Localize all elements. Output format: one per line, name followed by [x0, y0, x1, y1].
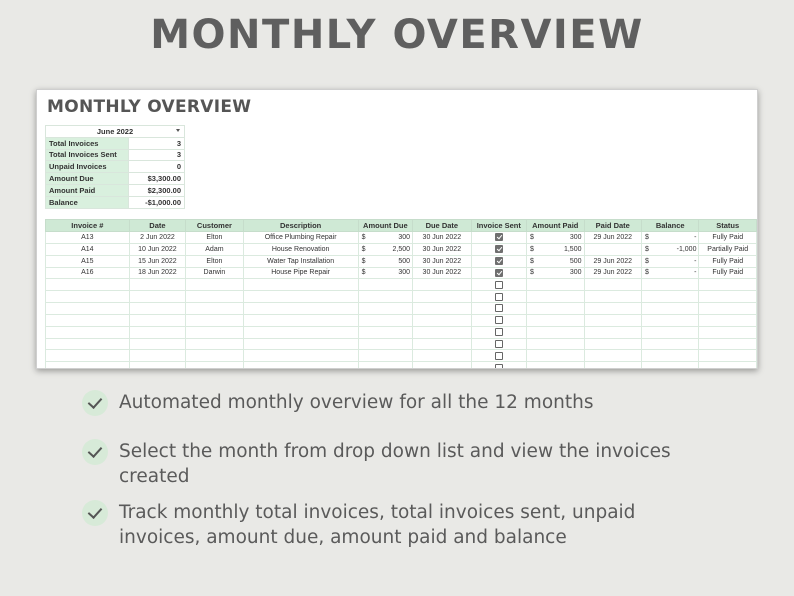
- cell-amount-due-value: 300: [398, 269, 411, 277]
- currency-symbol: $: [530, 245, 534, 253]
- empty-cell[interactable]: [46, 350, 130, 362]
- month-select-row: [46, 126, 185, 138]
- cell-amount-due-value: 500: [398, 257, 411, 265]
- empty-cell[interactable]: [358, 350, 412, 362]
- checkbox[interactable]: [495, 352, 503, 360]
- summary-value[interactable]: -$1,000.00: [129, 196, 185, 208]
- cell-amount-due-value: 300: [398, 233, 411, 241]
- empty-cell[interactable]: [471, 338, 526, 350]
- cell-invoice-sent[interactable]: [471, 232, 526, 244]
- cell-due-date[interactable]: 30 Jun 2022: [413, 243, 471, 255]
- empty-cell[interactable]: [186, 279, 243, 291]
- summary-row: [46, 196, 185, 208]
- cell-paid-date[interactable]: 29 Jun 2022: [584, 267, 641, 279]
- summary-label: Total Invoices: [46, 137, 129, 149]
- cell-description[interactable]: Water Tap Installation: [243, 255, 358, 267]
- cell-balance[interactable]: [641, 243, 698, 255]
- summary-row: [46, 137, 185, 149]
- column-header: Customer: [186, 220, 243, 232]
- cell-balance-value: -1,000: [676, 245, 697, 253]
- check-icon: [82, 439, 108, 465]
- checkbox[interactable]: [495, 328, 503, 336]
- cell-amount-paid[interactable]: [527, 243, 584, 255]
- empty-cell[interactable]: [471, 303, 526, 315]
- cell-invoice[interactable]: A15: [46, 255, 130, 267]
- cell-amount-paid-value: 500: [569, 257, 582, 265]
- cell-paid-date[interactable]: 29 Jun 2022: [584, 232, 641, 244]
- empty-cell[interactable]: [641, 362, 698, 369]
- empty-cell[interactable]: [584, 303, 641, 315]
- cell-balance-value: -: [694, 269, 697, 277]
- feature-text: Automated monthly overview for all the 12 months: [119, 392, 594, 413]
- month-dropdown[interactable]: [46, 126, 185, 138]
- cell-paid-date[interactable]: [584, 243, 641, 255]
- cell-amount-paid[interactable]: [527, 255, 584, 267]
- cell-paid-date[interactable]: 29 Jun 2022: [584, 255, 641, 267]
- empty-cell[interactable]: [413, 291, 471, 303]
- checkbox[interactable]: [495, 245, 503, 253]
- table-row: [46, 303, 757, 315]
- cell-amount-due-value: 2,500: [392, 245, 411, 253]
- summary-label: Amount Paid: [46, 184, 129, 196]
- cell-description[interactable]: House Renovation: [243, 243, 358, 255]
- cell-status[interactable]: Partially Paid: [699, 243, 757, 255]
- invoice-grid: [45, 219, 757, 369]
- empty-cell[interactable]: [471, 279, 526, 291]
- feature-text: Select the month from drop down list and view the invoices created: [119, 441, 671, 487]
- empty-cell[interactable]: [186, 350, 243, 362]
- empty-cell[interactable]: [584, 279, 641, 291]
- cell-amount-due[interactable]: [358, 232, 412, 244]
- empty-cell[interactable]: [527, 314, 584, 326]
- column-header: Date: [129, 220, 185, 232]
- empty-cell[interactable]: [46, 326, 130, 338]
- column-header: Balance: [641, 220, 698, 232]
- empty-cell[interactable]: [699, 291, 757, 303]
- cell-amount-due[interactable]: [358, 255, 412, 267]
- summary-label: Total Invoices Sent: [46, 149, 129, 161]
- currency-symbol: $: [644, 269, 649, 277]
- empty-cell[interactable]: [699, 314, 757, 326]
- empty-cell[interactable]: [584, 314, 641, 326]
- cell-invoice-sent[interactable]: [471, 255, 526, 267]
- checkbox[interactable]: [495, 340, 503, 348]
- empty-cell[interactable]: [413, 326, 471, 338]
- empty-cell[interactable]: [699, 338, 757, 350]
- currency-symbol: $: [530, 233, 534, 241]
- summary-value[interactable]: 3: [129, 137, 185, 149]
- empty-cell[interactable]: [46, 279, 130, 291]
- feature-text: Track monthly total invoices, total invoices sent, unpaid invoices, amount due, amount paid and balance: [119, 502, 636, 548]
- empty-cell[interactable]: [243, 326, 358, 338]
- cell-invoice[interactable]: A14: [46, 243, 130, 255]
- currency-symbol: $: [644, 233, 649, 241]
- summary-value[interactable]: $3,300.00: [129, 173, 185, 185]
- cell-amount-paid-value: 300: [569, 269, 582, 277]
- summary-row: [46, 161, 185, 173]
- checkbox[interactable]: [495, 257, 503, 265]
- checkbox[interactable]: [495, 281, 503, 289]
- empty-cell[interactable]: [471, 314, 526, 326]
- cell-balance[interactable]: [641, 232, 698, 244]
- empty-cell[interactable]: [584, 362, 641, 369]
- empty-cell[interactable]: [129, 291, 185, 303]
- empty-cell[interactable]: [584, 291, 641, 303]
- currency-symbol: $: [361, 233, 366, 241]
- table-row: [46, 255, 757, 267]
- summary-row: [46, 184, 185, 196]
- cell-date[interactable]: 18 Jun 2022: [129, 267, 185, 279]
- summary-table: [45, 125, 185, 209]
- currency-symbol: $: [530, 269, 534, 277]
- summary-row: [46, 173, 185, 185]
- cell-status[interactable]: Fully Paid: [699, 267, 757, 279]
- empty-cell[interactable]: [471, 291, 526, 303]
- column-header: Paid Date: [584, 220, 641, 232]
- currency-symbol: $: [530, 257, 534, 265]
- cell-date[interactable]: 10 Jun 2022: [129, 243, 185, 255]
- empty-cell[interactable]: [527, 303, 584, 315]
- empty-cell[interactable]: [641, 314, 698, 326]
- empty-cell[interactable]: [641, 291, 698, 303]
- cell-balance-value: -: [694, 233, 697, 241]
- cell-description[interactable]: House Pipe Repair: [243, 267, 358, 279]
- summary-value[interactable]: $2,300.00: [129, 184, 185, 196]
- empty-cell[interactable]: [243, 314, 358, 326]
- empty-cell[interactable]: [471, 326, 526, 338]
- currency-symbol: $: [361, 245, 366, 253]
- cell-due-date[interactable]: 30 Jun 2022: [413, 232, 471, 244]
- currency-symbol: $: [361, 257, 366, 265]
- cell-amount-paid-value: 300: [569, 233, 582, 241]
- cell-customer[interactable]: Elton: [186, 232, 243, 244]
- empty-cell[interactable]: [186, 326, 243, 338]
- cell-amount-due[interactable]: [358, 267, 412, 279]
- empty-cell[interactable]: [358, 314, 412, 326]
- empty-cell[interactable]: [358, 362, 412, 369]
- empty-cell[interactable]: [471, 362, 526, 369]
- empty-cell[interactable]: [413, 362, 471, 369]
- cell-balance[interactable]: [641, 267, 698, 279]
- table-row: [46, 291, 757, 303]
- cell-date[interactable]: 15 Jun 2022: [129, 255, 185, 267]
- table-row: [46, 326, 757, 338]
- column-header: Description: [243, 220, 358, 232]
- cell-customer[interactable]: Darwin: [186, 267, 243, 279]
- empty-cell[interactable]: [527, 279, 584, 291]
- table-row: [46, 267, 757, 279]
- cell-balance[interactable]: [641, 255, 698, 267]
- empty-cell[interactable]: [358, 291, 412, 303]
- currency-symbol: $: [644, 257, 649, 265]
- empty-cell[interactable]: [641, 279, 698, 291]
- empty-cell[interactable]: [46, 338, 130, 350]
- empty-cell[interactable]: [186, 362, 243, 369]
- table-row: [46, 350, 757, 362]
- checkbox[interactable]: [495, 293, 503, 301]
- sheet-title: MONTHLY OVERVIEW: [47, 97, 252, 117]
- empty-cell[interactable]: [699, 362, 757, 369]
- checkbox[interactable]: [495, 269, 503, 277]
- empty-cell[interactable]: [641, 303, 698, 315]
- column-header: Due Date: [413, 220, 471, 232]
- column-header: Amount Paid: [527, 220, 584, 232]
- table-row: [46, 279, 757, 291]
- cell-customer[interactable]: Adam: [186, 243, 243, 255]
- empty-cell[interactable]: [471, 350, 526, 362]
- cell-date[interactable]: 2 Jun 2022: [129, 232, 185, 244]
- column-header: Invoice Sent: [471, 220, 526, 232]
- empty-cell[interactable]: [46, 291, 130, 303]
- check-icon: [82, 500, 108, 526]
- table-row: [46, 338, 757, 350]
- empty-cell[interactable]: [641, 338, 698, 350]
- empty-cell[interactable]: [129, 279, 185, 291]
- cell-amount-paid[interactable]: [527, 232, 584, 244]
- cell-due-date[interactable]: 30 Jun 2022: [413, 267, 471, 279]
- column-header: Amount Due: [358, 220, 412, 232]
- empty-cell[interactable]: [584, 338, 641, 350]
- summary-label: Balance: [46, 196, 129, 208]
- empty-cell[interactable]: [46, 362, 130, 369]
- empty-cell[interactable]: [527, 326, 584, 338]
- table-row: [46, 243, 757, 255]
- empty-cell[interactable]: [186, 314, 243, 326]
- checkbox[interactable]: [495, 304, 503, 312]
- empty-cell[interactable]: [527, 350, 584, 362]
- empty-cell[interactable]: [243, 350, 358, 362]
- empty-cell[interactable]: [46, 303, 130, 315]
- table-row: [46, 362, 757, 369]
- table-row: [46, 232, 757, 244]
- grid-header-row: [46, 220, 757, 232]
- column-header: Status: [699, 220, 757, 232]
- empty-cell[interactable]: [358, 326, 412, 338]
- empty-cell[interactable]: [413, 314, 471, 326]
- empty-cell[interactable]: [699, 303, 757, 315]
- empty-cell[interactable]: [129, 303, 185, 315]
- spreadsheet-preview: [36, 89, 758, 369]
- page-title: MONTHLY OVERVIEW: [150, 12, 644, 58]
- empty-cell[interactable]: [413, 338, 471, 350]
- currency-symbol: $: [361, 269, 366, 277]
- summary-row: [46, 149, 185, 161]
- empty-cell[interactable]: [129, 314, 185, 326]
- summary-label: Amount Due: [46, 173, 129, 185]
- empty-cell[interactable]: [527, 291, 584, 303]
- cell-customer[interactable]: Elton: [186, 255, 243, 267]
- month-dropdown-value: June 2022: [96, 126, 134, 136]
- empty-cell[interactable]: [527, 338, 584, 350]
- cell-invoice-sent[interactable]: [471, 267, 526, 279]
- empty-cell[interactable]: [243, 279, 358, 291]
- empty-cell[interactable]: [413, 303, 471, 315]
- empty-cell[interactable]: [358, 338, 412, 350]
- empty-cell[interactable]: [129, 338, 185, 350]
- empty-cell[interactable]: [641, 326, 698, 338]
- empty-cell[interactable]: [358, 303, 412, 315]
- empty-cell[interactable]: [129, 350, 185, 362]
- empty-cell[interactable]: [243, 291, 358, 303]
- summary-label: Unpaid Invoices: [46, 161, 129, 173]
- cell-due-date[interactable]: 30 Jun 2022: [413, 255, 471, 267]
- empty-cell[interactable]: [358, 279, 412, 291]
- empty-cell[interactable]: [243, 338, 358, 350]
- empty-cell[interactable]: [584, 326, 641, 338]
- empty-cell[interactable]: [413, 350, 471, 362]
- empty-cell[interactable]: [641, 350, 698, 362]
- cell-balance-value: -: [694, 257, 697, 265]
- empty-cell[interactable]: [699, 326, 757, 338]
- empty-cell[interactable]: [46, 314, 130, 326]
- empty-cell[interactable]: [129, 362, 185, 369]
- summary-value[interactable]: 3: [129, 149, 185, 161]
- cell-amount-paid[interactable]: [527, 267, 584, 279]
- empty-cell[interactable]: [186, 338, 243, 350]
- table-row: [46, 314, 757, 326]
- checkbox[interactable]: [495, 233, 503, 241]
- empty-cell[interactable]: [186, 291, 243, 303]
- empty-cell[interactable]: [413, 279, 471, 291]
- empty-cell[interactable]: [699, 279, 757, 291]
- empty-cell[interactable]: [129, 326, 185, 338]
- cell-status[interactable]: Fully Paid: [699, 232, 757, 244]
- empty-cell[interactable]: [243, 362, 358, 369]
- cell-amount-due[interactable]: [358, 243, 412, 255]
- cell-invoice-sent[interactable]: [471, 243, 526, 255]
- checkbox[interactable]: [495, 316, 503, 324]
- currency-symbol: $: [644, 245, 649, 253]
- cell-invoice[interactable]: A13: [46, 232, 130, 244]
- cell-description[interactable]: Office Plumbing Repair: [243, 232, 358, 244]
- empty-cell[interactable]: [186, 303, 243, 315]
- check-icon: [82, 390, 108, 416]
- empty-cell[interactable]: [527, 362, 584, 369]
- column-header: Invoice #: [46, 220, 130, 232]
- checkbox[interactable]: [495, 364, 503, 369]
- cell-status[interactable]: Fully Paid: [699, 255, 757, 267]
- empty-cell[interactable]: [584, 350, 641, 362]
- empty-cell[interactable]: [243, 303, 358, 315]
- cell-amount-paid-value: 1,500: [563, 245, 582, 253]
- empty-cell[interactable]: [699, 350, 757, 362]
- cell-invoice[interactable]: A16: [46, 267, 130, 279]
- summary-value[interactable]: 0: [129, 161, 185, 173]
- chevron-down-icon[interactable]: [176, 129, 180, 132]
